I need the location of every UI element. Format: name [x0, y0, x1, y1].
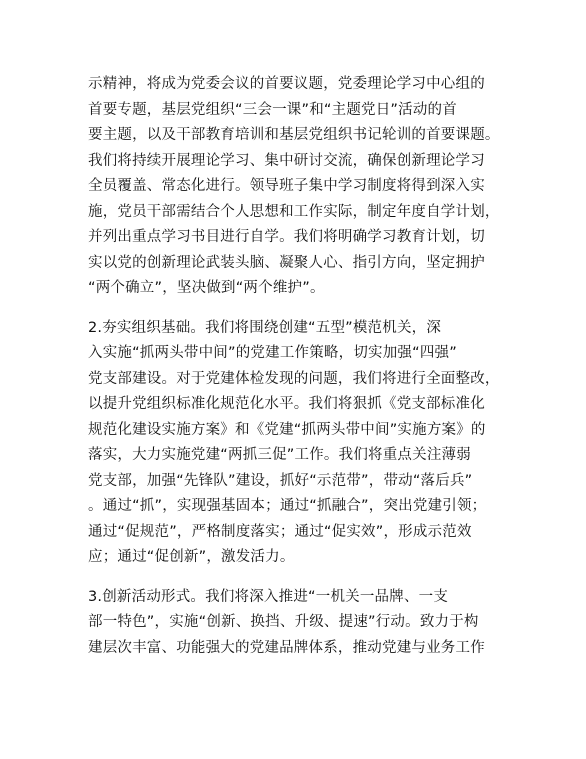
text-line: 2.夯实组织基础。我们将围绕创建“五型”模范机关，深	[88, 319, 442, 336]
text-line: 党支部建设。对于党建体检发现的问题，我们将进行全面整改，	[88, 370, 500, 387]
text-line: 部一特色”，实施“创新、换挡、升级、提速”行动。致力于构	[88, 614, 479, 630]
paragraph-gap	[88, 571, 508, 585]
text-line: 实以党的创新理论武装头脑、凝聚人心、指引方向，坚定拥护	[88, 254, 485, 271]
text-line: 通过“促规范”，严格制度落实；通过“促实效”，形成示范效	[88, 523, 472, 540]
text-line: 我们将持续开展理论学习、集中研讨交流，确保创新理论学习	[88, 152, 485, 169]
text-line: 入实施“抓两头带中间”的党建工作策略，切实加强“四强”	[88, 345, 457, 361]
text-line: 全员覆盖、常态化进行。领导班子集中学习制度将得到深入实	[88, 178, 485, 194]
text-line: 要主题，以及干部教育培训和基层党组织书记轮训的首要课题。	[88, 127, 500, 143]
text-line: 党支部，加强“先锋队”建设，抓好“示范带”，带动“落后兵”	[88, 472, 473, 489]
text-line: 施，党员干部需结合个人思想和工作实际，制定年度自学计划，	[88, 203, 500, 220]
text-line: 规范化建设实施方案》和《党建“抓两头带中间”实施方案》的	[88, 421, 486, 438]
text-line: 落实，大力实施党建“两抓三促”工作。我们将重点关注薄弱	[88, 447, 471, 463]
text-line: 。通过“抓”，实现强基固本；通过“抓融合”，突出党建引领；	[88, 498, 487, 514]
text-line: 应；通过“促创新”，激发活力。	[88, 549, 295, 565]
text-line: 示精神，将成为党委会议的首要议题，党委理论学习中心组的	[88, 76, 485, 92]
paragraph-gap	[88, 302, 508, 316]
text-line: 建层次丰富、功能强大的党建品牌体系，推动党建与业务工作	[88, 639, 485, 656]
text-line: 3.创新活动形式。我们将深入推进“一机关一品牌、一支	[88, 588, 449, 605]
text-line: 首要专题，基层党组织“三会一课”和“主题党日”活动的首	[88, 101, 457, 118]
document-body	[88, 72, 508, 661]
text-line: 以提升党组织标准化规范化水平。我们将狠抓《党支部标准化	[88, 396, 485, 412]
text-line: 并列出重点学习书目进行自学。我们将明确学习教育计划，切	[88, 229, 485, 245]
text-line: “两个确立”，坚决做到“两个维护”。	[88, 280, 325, 296]
